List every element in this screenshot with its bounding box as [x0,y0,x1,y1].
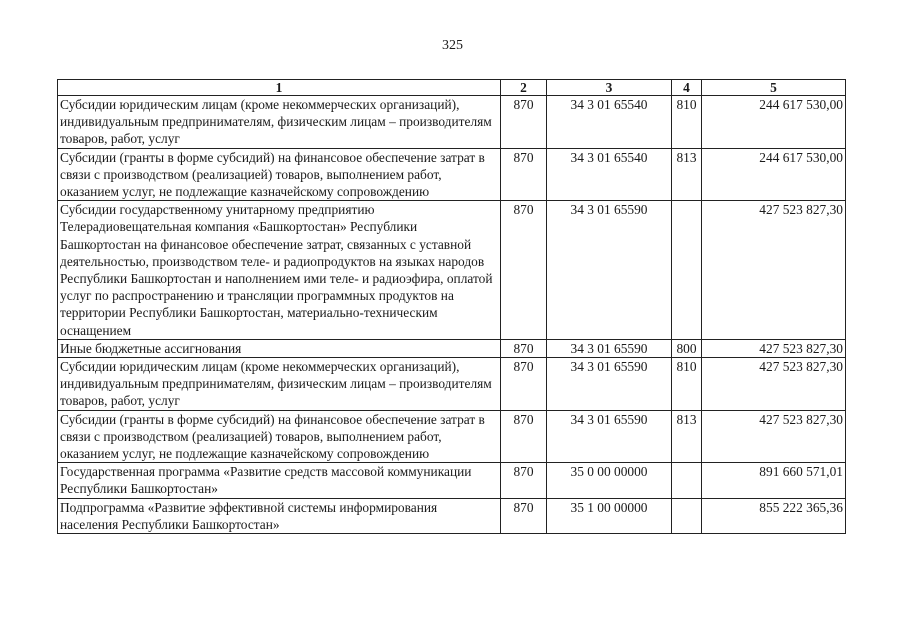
table-row [58,339,846,357]
row-expense-type: 813 [672,410,702,463]
row-target: 34 3 01 65590 [547,358,672,411]
row-amount: 427 523 827,30 [702,201,846,340]
table-row [58,498,846,533]
row-expense-type [672,201,702,340]
table-row [58,148,846,201]
column-header-name: 1 [58,80,501,96]
row-name: Субсидии юридическим лицам (кроме некоммерческих организаций), индивидуальным предпринимателям, физическим лицам – производителям товаров, работ, услуг [58,358,501,411]
row-expense-type: 810 [672,358,702,411]
row-ministry: 870 [501,148,547,201]
row-target: 34 3 01 65540 [547,148,672,201]
row-name: Субсидии юридическим лицам (кроме некоммерческих организаций), индивидуальным предпринимателям, физическим лицам – производителям товаров, работ, услуг [58,96,501,149]
row-target: 34 3 01 65590 [547,201,672,340]
row-amount: 244 617 530,00 [702,96,846,149]
row-ministry: 870 [501,339,547,357]
table-row [58,358,846,411]
row-name: Иные бюджетные ассигнования [58,339,501,357]
row-expense-type: 800 [672,339,702,357]
row-expense-type [672,463,702,498]
row-ministry: 870 [501,201,547,340]
row-expense-type [672,498,702,533]
row-expense-type: 813 [672,148,702,201]
row-name: Субсидии государственному унитарному предприятию Телерадиовещательная компания «Башкортостан» Республики Башкортостан на финансовое обеспечение затрат, связанных с уставной деятельностью, производством теле- и радиопродуктов на языках народов Республики Башкортостан и наполнением ими теле- и радиоэфира, оплатой услуг по распространению и трансляции программных продуктов на территории Республики Башкортостан, материально-техническим оснащением [58,201,501,340]
row-ministry: 870 [501,463,547,498]
table-row [58,410,846,463]
table-row [58,96,846,149]
row-amount: 855 222 365,36 [702,498,846,533]
row-target: 35 0 00 00000 [547,463,672,498]
row-expense-type: 810 [672,96,702,149]
row-target: 34 3 01 65540 [547,96,672,149]
row-ministry: 870 [501,410,547,463]
row-amount: 891 660 571,01 [702,463,846,498]
row-ministry: 870 [501,498,547,533]
row-name: Субсидии (гранты в форме субсидий) на финансовое обеспечение затрат в связи с производством (реализацией) товаров, выполнением работ, оказанием услуг, не подлежащие казначейскому сопровождению [58,410,501,463]
row-target: 34 3 01 65590 [547,410,672,463]
row-name: Подпрограмма «Развитие эффективной системы информирования населения Республики Башкортостан» [58,498,501,533]
budget-table [57,79,846,534]
row-amount: 427 523 827,30 [702,358,846,411]
row-ministry: 870 [501,358,547,411]
row-name: Субсидии (гранты в форме субсидий) на финансовое обеспечение затрат в связи с производством (реализацией) товаров, выполнением работ, оказанием услуг, не подлежащие казначейскому сопровождению [58,148,501,201]
row-name: Государственная программа «Развитие средств массовой коммуникации Республики Башкортостан» [58,463,501,498]
table-row [58,201,846,340]
row-amount: 244 617 530,00 [702,148,846,201]
column-header-ministry: 2 [501,80,547,96]
table-row [58,463,846,498]
header-row [58,80,846,96]
row-ministry: 870 [501,96,547,149]
row-target: 34 3 01 65590 [547,339,672,357]
page-number: 325 [442,38,463,53]
row-target: 35 1 00 00000 [547,498,672,533]
column-header-amount: 5 [702,80,846,96]
column-header-target: 3 [547,80,672,96]
column-header-expense-type: 4 [672,80,702,96]
row-amount: 427 523 827,30 [702,410,846,463]
row-amount: 427 523 827,30 [702,339,846,357]
